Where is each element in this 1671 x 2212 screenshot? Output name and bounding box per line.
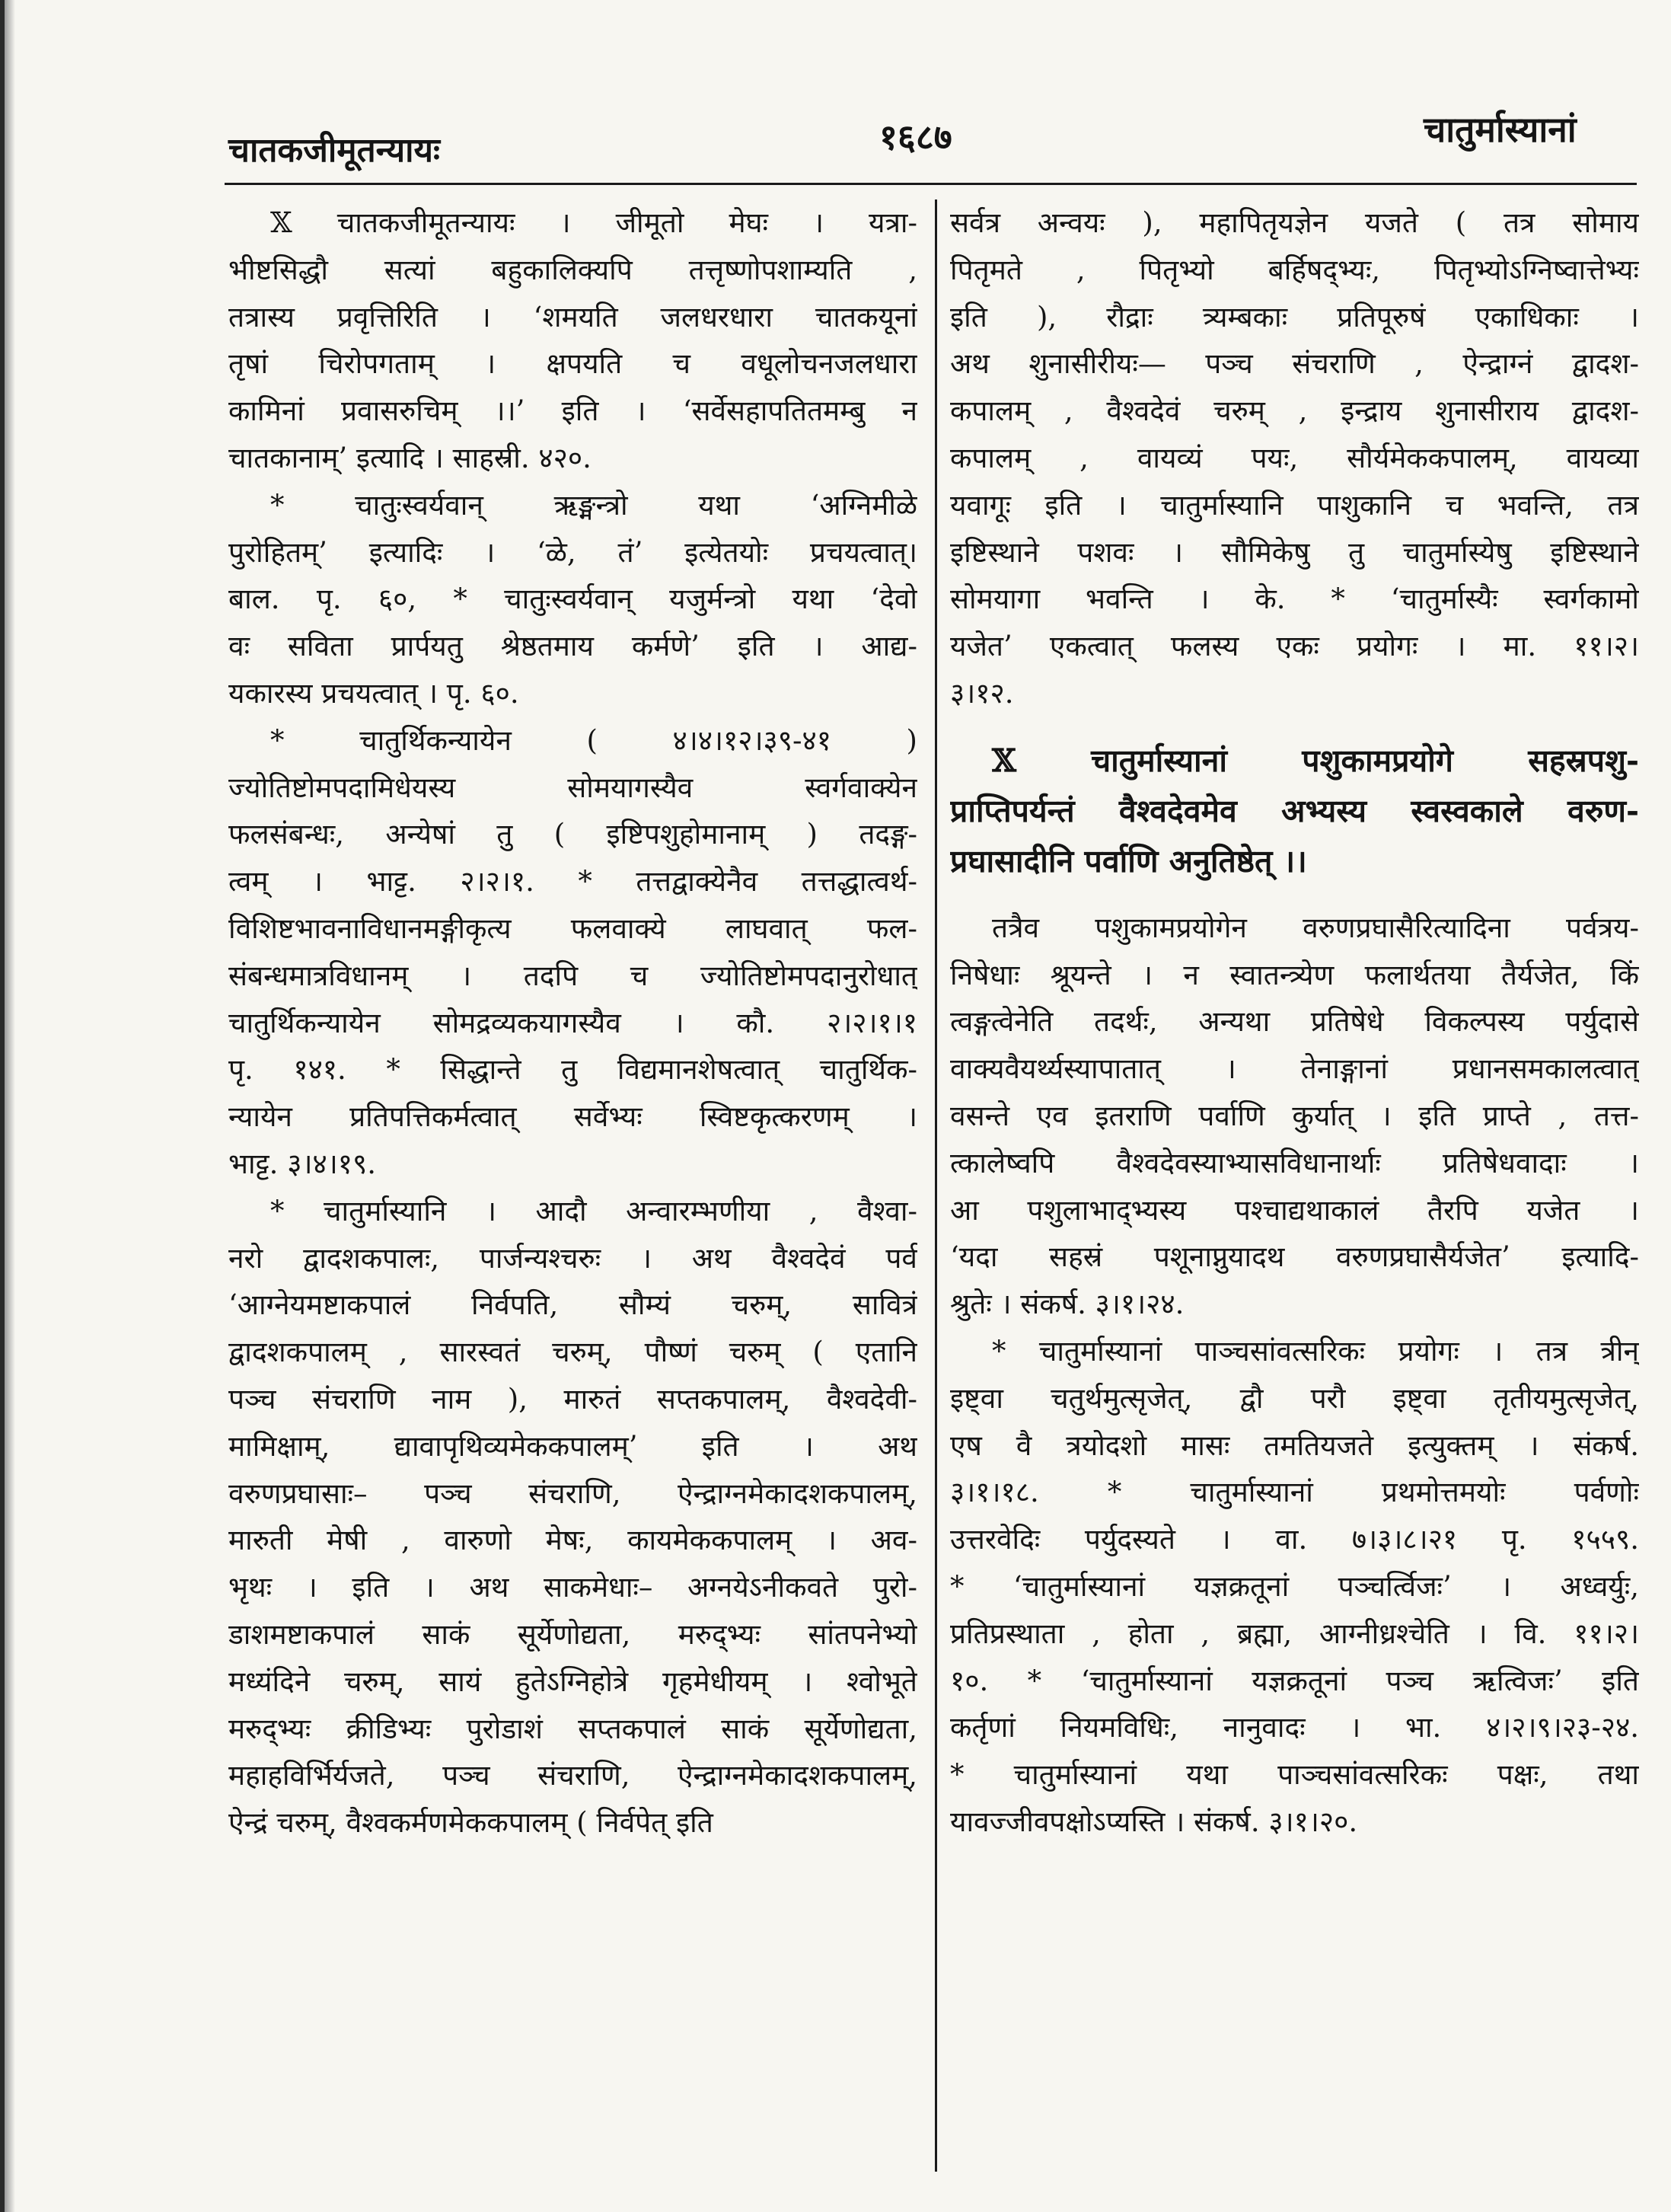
text-line: भीष्टसिद्धौ सत्यां बहुकालिक्यपि तत्तृष्णोपशाम्यति , [228,253,917,286]
text-line: कपालम् , वायव्यं पयः, सौर्यमेककपालम्, वायव्या [950,441,1639,474]
heading-line: 𝕏 चातुर्मास्यानां पशुकामप्रयोगे सहस्रपशु- [992,742,1639,779]
text-line: कर्तृणां नियमविधिः, नानुवादः । भा. ४।२।९।२३-२४. [950,1711,1639,1744]
text-line: तृषां चिरोपगताम् । क्षपयति च वधूलोचनजलधारा [228,347,917,381]
text-line: * चातुर्मास्यानां यथा पाञ्चसांवत्सरिकः पक्षः, तथा [950,1758,1639,1792]
text-line: सर्वत्र अन्वयः ), महापितृयज्ञेन यजते ( तत्र सोमाय [950,206,1639,239]
text-line: निषेधाः श्रूयन्ते । न स्वातन्त्र्येण फलार्थतया तैर्यजेत, किं [950,958,1639,991]
text-line: वाक्यवैयर्थ्यस्यापातात् । तेनाङ्गानां प्रधानसमकालत्वात् [950,1052,1639,1086]
heading-line: प्रघासादीनि पर्वाणि अनुतिष्ठेत् ।। [950,842,1307,879]
running-head-left: चातकजीमूतन्यायः [228,131,440,170]
text-line: आ पशुलाभाद्भ्यस्य पश्चाद्यथाकालं तैरपि यजेत । [950,1193,1639,1227]
text-line: बाल. पृ. ६०, * चातुःस्वर्यवान् यजुर्मन्त्रो यथा ‘देवो [228,583,917,616]
text-line: त्वङ्गत्वेनेति तदर्थः, अन्यथा प्रतिषेधे विकल्पस्य पर्युदासे [950,1005,1639,1039]
text-line: मारुती मेषी , वारुणो मेषः, कायमेककपालम् । अव- [228,1524,917,1557]
text-line: भाट्ट. ३।४।१९. [228,1147,376,1180]
text-line: अथ शुनासीरीयः— पञ्च संचराणि , ऐन्द्राग्नं द्वादश- [950,347,1639,381]
column-divider [935,199,937,2172]
text-line: कामिनां प्रवासरुचिम् ।।’ इति । ‘सर्वेसहापतितमम्बु न [228,394,917,428]
text-line: इति ), रौद्राः त्र्यम्बकाः प्रतिपूरुषं एकाधिकाः । [950,300,1639,334]
text-line: त्वम् । भाट्ट. २।२।१. * तत्तद्वाक्येनैव तत्तद्धात्वर्थ- [228,865,917,899]
text-line: नरो द्वादशकपालः, पार्जन्यश्चरुः । अथ वैश्वदेवं पर्व [228,1241,917,1275]
text-line: यकारस्य प्रचयत्वात् । पृ. ६०. [228,676,519,710]
text-line: फलसंबन्धः, अन्येषां तु ( इष्टिपशुहोमानाम् ) तदङ्ग- [228,818,917,851]
text-line: मामिक्षाम्, द्यावापृथिव्यमेककपालम्’ इति । अथ [228,1429,917,1463]
text-line: * चातुःस्वर्यवान् ऋङ्मन्त्रो यथा ‘अग्निमीळे [270,488,917,522]
text-line: द्वादशकपालम् , सारस्वतं चरुम्, पौष्णं चरुम् ( एतानि [228,1336,917,1369]
text-line: भृथः । इति । अथ साकमेधाः– अग्नयेऽनीकवते पुरो- [228,1571,917,1604]
text-line: विशिष्टभावनाविधानमङ्गीकृत्य फलवाक्ये लाघवात् फल- [228,911,917,945]
text-line: वसन्ते एव इतराणि पर्वाणि कुर्यात् । इति प्राप्ते , तत्त- [950,1099,1639,1132]
text-line: इष्ट्वा चतुर्थमुत्सृजेत्, द्वौ परौ इष्ट्वा तृतीयमुत्सृजेत्, [950,1381,1639,1415]
left-column [228,199,917,1847]
text-line: तत्रैव पशुकामप्रयोगेन वरुणप्रघासैरित्यादिना पर्वत्रय- [992,911,1639,944]
text-line: पञ्च संचराणि नाम ), मारुतं सप्तकपालम्, वैश्वदेवी- [228,1382,917,1416]
text-line: 𝕏 चातकजीमूतन्यायः । जीमूतो मेघः । यत्रा- [270,206,917,239]
spacer [950,717,1639,736]
text-line: प्रतिप्रस्थाता , होता , ब्रह्मा, आग्नीध्रश्चेति । वि. ११।२। [950,1617,1639,1650]
text-line: इष्टिस्थाने पशवः । सौमिकेषु तु चातुर्मास्येषु इष्टिस्थाने [950,535,1639,569]
text-line: तत्रास्य प्रवृत्तिरिति । ‘शमयति जलधरधारा चातकयूनां [228,300,917,334]
text-line: मध्यंदिने चरुम्, सायं हुतेऽग्निहोत्रे गृहमेधीयम् । श्वोभूते [228,1665,917,1698]
text-line: यजेत’ एकत्वात् फलस्य एकः प्रयोगः । मा. ११।२। [950,630,1639,663]
text-line: पितृमते , पितृभ्यो बर्हिषद्भ्यः, पितृभ्योऽग्निष्वात्तेभ्यः [950,253,1639,286]
text-line: ऐन्द्रं चरुम्, वैश्वकर्मणमेककपालम् ( निर्वपेत् इति [228,1806,713,1840]
text-line: उत्तरवेदिः पर्युदस्यते । वा. ७।३।८।२१ पृ. १५५९. [950,1523,1639,1556]
text-line: न्यायेन प्रतिपत्तिकर्मत्वात् सर्वेभ्यः स्विष्टकृत्करणम् । [228,1100,917,1134]
text-line: एष वै त्रयोदशो मासः तमतियजते इत्युक्तम् । संकर्ष. [950,1428,1639,1462]
text-line: ३।१२. [950,676,1014,710]
text-line: १०. * ‘चातुर्मास्यानां यज्ञक्रतूनां पञ्च ऋत्विजः’ इति [950,1664,1639,1697]
header-rule [225,183,1637,185]
text-line: महाहविर्भिर्यजते, पञ्च संचराणि, ऐन्द्राग्नमेकादशकपालम्, [228,1759,917,1792]
text-line: * चातुर्मास्यानि । आदौ अन्वारम्भणीया , वैश्वा- [270,1194,917,1227]
text-line: त्कालेष्वपि वैश्वदेवस्याभ्यासविधानार्थाः प्रतिषेधवादाः । [950,1146,1639,1179]
text-line: वरुणप्रघासाः– पञ्च संचराणि, ऐन्द्राग्नमेकादशकपालम्, [228,1476,917,1510]
text-line: डाशमष्टाकपालं साकं सूर्येणोद्यता, मरुद्भ्यः सांतपनेभ्यो [228,1617,917,1651]
text-line: सोमयागा भवन्ति । के. * ‘चातुर्मास्यैः स्वर्गकामो [950,583,1639,616]
text-line: संबन्धमात्रविधानम् । तदपि च ज्योतिष्टोमपदानुरोधात् [228,959,917,992]
heading-line: प्राप्तिपर्यन्तं वैश्वदेवमेव अभ्यस्य स्वस्वकाले वरुण- [950,792,1639,829]
spacer [950,886,1639,905]
text-line: ‘आग्नेयमष्टाकपालं निर्वपति, सौम्यं चरुम्, सावित्रं [228,1288,917,1322]
text-line: * चातुर्थिकन्यायेन ( ४।४।१२।३९-४१ ) [270,723,917,757]
text-line: ३।१।१८. * चातुर्मास्यानां प्रथमोत्तमयोः पर्वणोः [950,1476,1639,1509]
text-line: यावज्जीवपक्षोऽप्यस्ति । संकर्ष. ३।१।२०. [950,1805,1358,1838]
text-line: * ‘चातुर्मास्यानां यज्ञक्रतूनां पञ्चर्त्विजः’ । अध्वर्युः, [950,1569,1639,1603]
text-line: * चातुर्मास्यानां पाञ्चसांवत्सरिकः प्रयोगः । तत्र त्रीन् [992,1334,1639,1368]
text-line: मरुद्भ्यः क्रीडिभ्यः पुरोडाशं सप्तकपालं साकं सूर्येणोद्यता, [228,1712,917,1745]
text-line: वः सविता प्रार्पयतु श्रेष्ठतमाय कर्मणे’ इति । आद्य- [228,630,917,663]
text-line: पुरोहितम्’ इत्यादिः । ‘ळे, तं’ इत्येतयोः प्रचयत्वात्। [228,535,917,569]
text-line: यवागूः इति । चातुर्मास्यानि पाशुकानि च भवन्ति, तत्र [950,488,1639,522]
text-line: पृ. १४१. * सिद्धान्ते तु विद्यमानशेषत्वात् चातुर्थिक- [228,1053,917,1087]
text-line: श्रुतेः । संकर्ष. ३।१।२४. [950,1288,1185,1321]
text-line: ज्योतिष्टोमपदामिधेयस्य सोमयागस्यैव स्वर्गवाक्येन [228,771,917,804]
right-column [950,199,1639,1846]
running-head-right: चातुर्मास्यानां [1424,109,1577,150]
page-number: १६८७ [879,117,952,158]
text-line: चातकानाम्’ इत्यादि । साहस्री. ४२०. [228,441,592,474]
text-line: कपालम् , वैश्वदेवं चरुम् , इन्द्राय शुनासीराय द्वादश- [950,394,1639,428]
binding-edge [0,0,15,2212]
text-line: ‘यदा सहस्रं पशूनाप्नुयादथ वरुणप्रघासैर्यजेत’ इत्यादि- [950,1240,1639,1274]
text-line: चातुर्थिकन्यायेन सोमद्रव्यकयागस्यैव । कौ. २।२।१।१ [228,1006,917,1039]
